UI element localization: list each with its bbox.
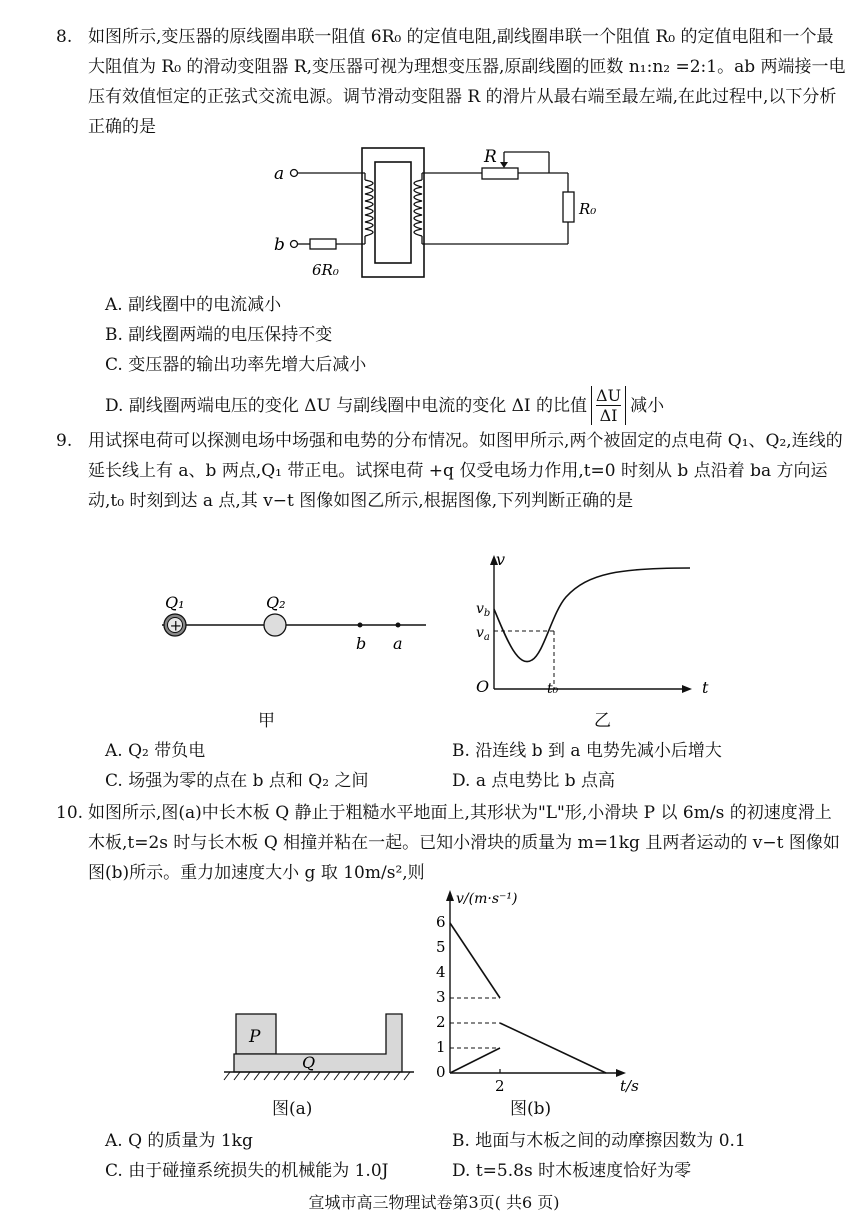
question-9: [56, 426, 846, 516]
question-10: [56, 798, 846, 888]
resistor-6R0: [310, 239, 336, 249]
primary-coil: [365, 180, 373, 236]
q8-option-d-tail: 减小: [630, 395, 665, 416]
Q-velocity-line: [450, 1048, 500, 1073]
v-t-graph-b: [432, 885, 642, 1095]
origin-label: O: [476, 677, 490, 696]
a-label: a: [393, 634, 403, 653]
q8-option-b: B. 副线圈两端的电压保持不变: [105, 325, 333, 345]
Q1-label: Q₁: [165, 593, 185, 612]
figure-caption-yi: 乙: [594, 711, 611, 731]
q10-option-c: C. 由于碰撞系统损失的机械能为 1.0J: [105, 1161, 389, 1181]
question-stem: 用试探电荷可以探测电场中场强和电势的分布情况。如图甲所示,两个被固定的点电荷 Q₁、Q₂,连线的延长线上有 a、b 两点,Q₁ 带正电。试探电荷 +q 仅受电场力作用,t=0 时刻从 b 点沿着 ba 方向运动,t₀ 时刻到达 a 点,其 v−t 图像如图乙所示,根据图像,下列判断正确的是: [88, 431, 843, 511]
figure-caption-jia: 甲: [258, 711, 275, 731]
ytick-5: 5: [436, 938, 446, 956]
fraction-denominator: ΔI: [599, 406, 618, 425]
question-8: [56, 22, 846, 142]
resistor-R0-label: R₀: [579, 200, 597, 218]
figure-caption-b: 图(b): [510, 1099, 552, 1119]
q9-option-c: C. 场强为零的点在 b 点和 Q₂ 之间: [105, 771, 369, 791]
v-t-curve: [494, 568, 690, 662]
ytick-6: 6: [436, 913, 446, 931]
question-number: 8.: [56, 27, 73, 47]
plus-sign: +: [169, 616, 183, 635]
secondary-coil: [414, 180, 422, 236]
q8-option-d-text: D. 副线圈两端电压的变化 ΔU 与副线圈中电流的变化 ΔI 的比值: [105, 395, 588, 416]
va-label: $v_a$: [476, 625, 490, 643]
q9-option-b: B. 沿连线 b 到 a 电势先减小后增大: [452, 741, 722, 761]
ytick-1: 1: [436, 1038, 446, 1056]
board-block-figure: [222, 1012, 422, 1092]
ytick-4: 4: [436, 963, 446, 981]
Q-label: Q: [302, 1053, 316, 1072]
question-stem: 如图所示,变压器的原线圈串联一阻值 6R₀ 的定值电阻,副线圈串联一个阻值 R₀ 的定值电阻和一个最大阻值为 R₀ 的滑动变阻器 R,变压器可视为理想变压器,原副线圈的匝数 n₁:n₂ =2:1。ab 两端接一电压有效值恒定的正弦式交流电源。调节滑动变阻器 R 的滑片从最右端至最左端,在此过程中,以下分析正确的是: [88, 27, 846, 137]
Q2-label: Q₂: [266, 593, 286, 612]
vb-label: $v_b$: [476, 601, 491, 619]
q9-option-a: A. Q₂ 带负电: [105, 741, 206, 761]
question-stem: 如图所示,图(a)中长木板 Q 静止于粗糙水平地面上,其形状为"L"形,小滑块 P 以 6m/s 的初速度滑上木板,t=2s 时与长木板 Q 相撞并粘在一起。已知小滑块的质量为 m=1kg 且两者运动的 v−t 图像如图(b)所示。重力加速度大小 g 取 10m/s²,则: [88, 803, 840, 883]
q10-option-d: D. t=5.8s 时木板速度恰好为零: [452, 1161, 692, 1181]
question-number: 10.: [56, 803, 84, 823]
q10-option-a: A. Q 的质量为 1kg: [105, 1131, 253, 1151]
x-axis-label: t/s: [620, 1077, 639, 1095]
terminal-a-label: a: [274, 164, 285, 184]
point-b: [358, 623, 363, 628]
y-axis-label: v/(m·s⁻¹): [456, 891, 518, 907]
b-label: b: [356, 634, 367, 653]
t-axis-label: t: [702, 678, 709, 697]
v-t-graph-yi: [470, 550, 730, 703]
q8-option-a: A. 副线圈中的电流减小: [105, 295, 282, 315]
q8-option-d: [105, 386, 664, 425]
question-number: 9.: [56, 431, 73, 451]
figure-caption-a: 图(a): [272, 1099, 313, 1119]
ytick-3: 3: [436, 988, 446, 1006]
xtick-2: 2: [495, 1077, 505, 1095]
charges-figure: [160, 593, 430, 656]
v-axis-label: v: [496, 550, 506, 569]
fraction-numerator: ΔU: [596, 386, 622, 405]
t0-label: t₀: [547, 681, 559, 697]
resistor-6R0-label: 6R₀: [312, 261, 339, 279]
q8-option-c: C. 变压器的输出功率先增大后减小: [105, 355, 367, 375]
abs-fraction: [591, 386, 626, 425]
point-a: [396, 623, 401, 628]
resistor-R0: [563, 192, 574, 222]
q9-option-d: D. a 点电势比 b 点高: [452, 771, 616, 791]
q10-option-b: B. 地面与木板之间的动摩擦因数为 0.1: [452, 1131, 746, 1151]
ytick-0: 0: [436, 1063, 446, 1081]
rheostat-R-label: R: [484, 147, 497, 167]
P-velocity-line: [450, 923, 500, 998]
transformer-circuit-figure: [272, 140, 597, 290]
combined-velocity-line: [500, 1023, 606, 1073]
page-footer: 宣城市高三物理试卷第3页( 共6 页): [308, 1193, 560, 1212]
rheostat-R: [482, 168, 518, 179]
charge-Q2: [264, 614, 286, 636]
ytick-2: 2: [436, 1013, 446, 1031]
terminal-b-label: b: [274, 235, 285, 255]
P-label: P: [249, 1027, 261, 1047]
